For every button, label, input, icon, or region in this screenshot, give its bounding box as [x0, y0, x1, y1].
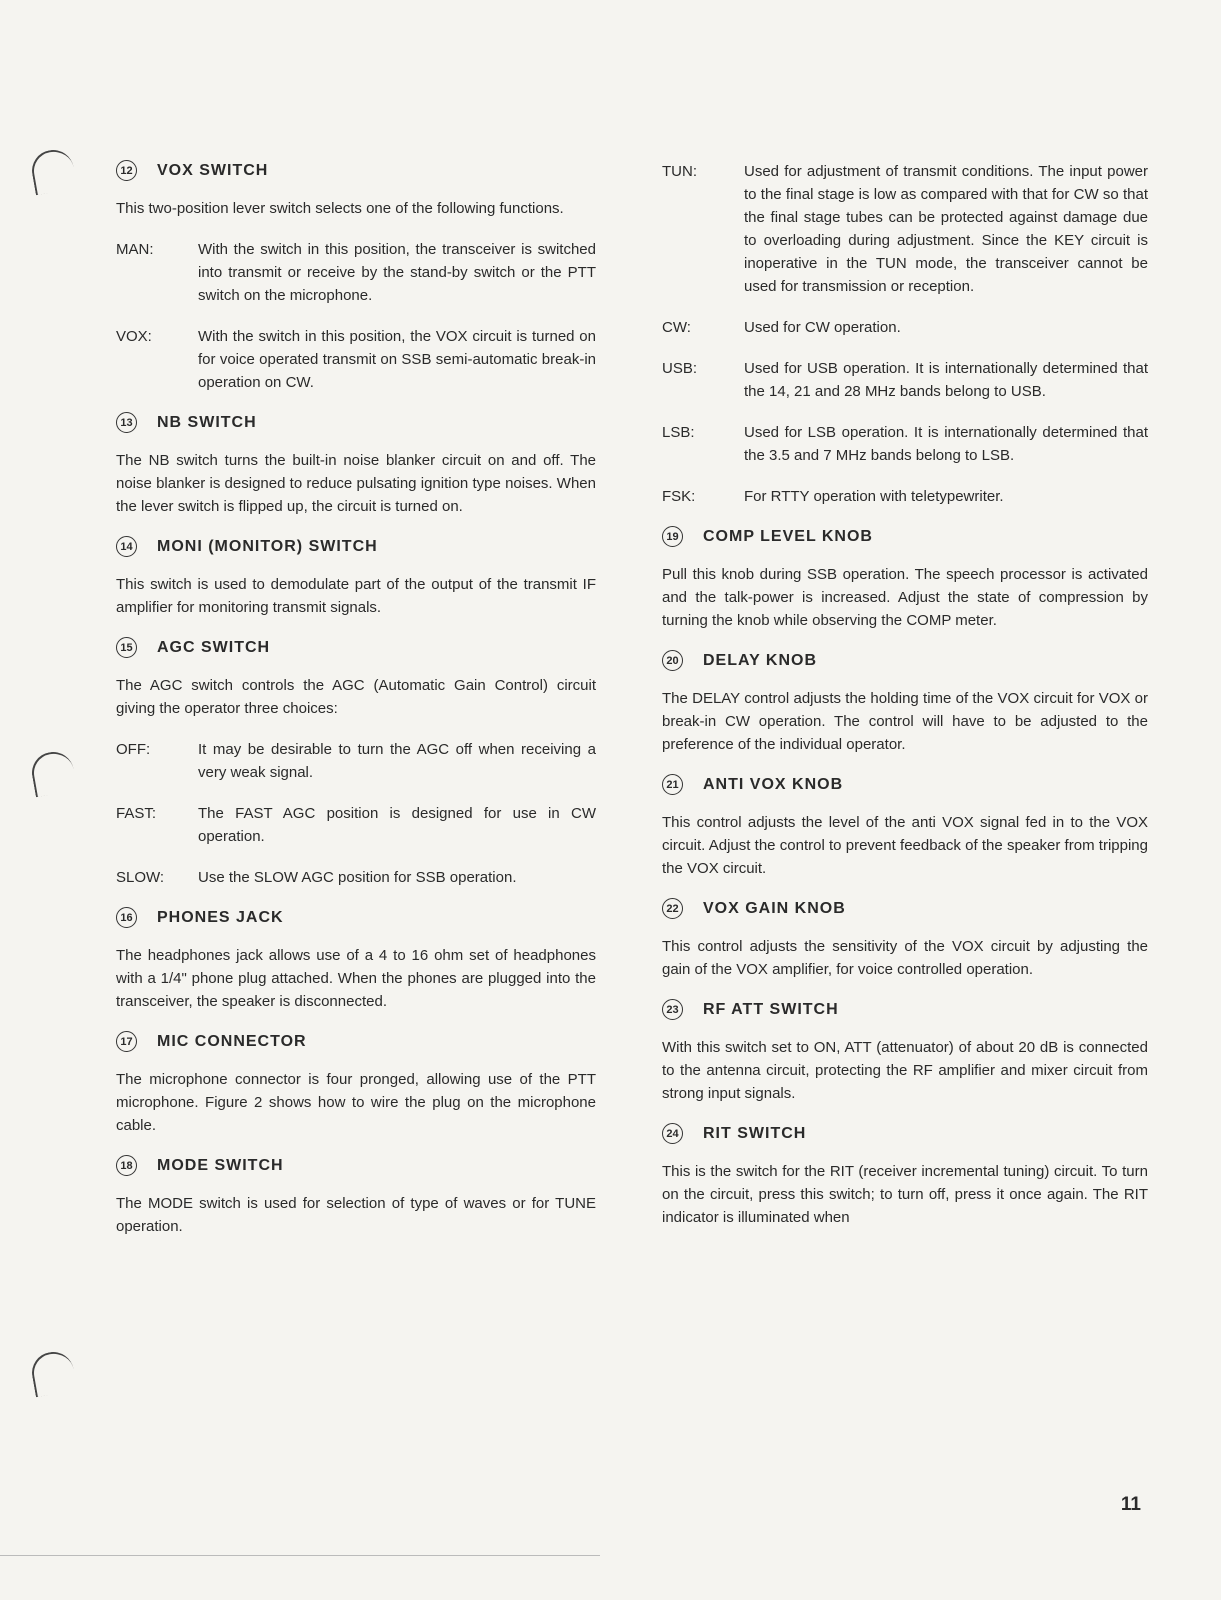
section-number: 13: [116, 412, 137, 433]
section-title: MIC CONNECTOR: [157, 1032, 307, 1050]
paragraph: The AGC switch controls the AGC (Automatic Gain Control) circuit giving the operator three choices:: [116, 677, 596, 717]
section: [662, 1123, 1148, 1229]
section-heading: [116, 412, 596, 433]
paragraph: The headphones jack allows use of a 4 to 16 ohm set of headphones with a 1/4" phone plug attached. When the phones are plugged into the transceiver, the speaker is disconnected.: [116, 947, 596, 1010]
definition-term: CW:: [662, 319, 691, 336]
section-heading: [116, 637, 596, 658]
definition-description: Use the SLOW AGC position for SSB operation.: [198, 869, 517, 886]
section-number: 19: [662, 526, 683, 547]
paragraph: This control adjusts the sensitivity of the VOX circuit by adjusting the gain of the VOX amplifier, for voice controlled operation.: [662, 938, 1148, 978]
definition-description: Used for CW operation.: [744, 319, 901, 336]
definition-description: It may be desirable to turn the AGC off when receiving a very weak signal.: [198, 741, 596, 781]
binder-hole-mark: [29, 147, 78, 196]
section-title: ANTI VOX KNOB: [703, 775, 844, 793]
section-title: VOX GAIN KNOB: [703, 899, 846, 917]
section-heading: [662, 898, 1148, 919]
definition-item: [116, 802, 596, 848]
definition-item: [116, 238, 596, 307]
definition-term: FAST:: [116, 805, 157, 822]
section: [662, 999, 1148, 1105]
paragraph: This switch is used to demodulate part of the output of the transmit IF amplifier for monitoring transmit signals.: [116, 576, 596, 616]
section-number: 24: [662, 1123, 683, 1144]
section: [662, 774, 1148, 880]
section-number: 14: [116, 536, 137, 557]
section-number: 12: [116, 160, 137, 181]
section-heading: [662, 774, 1148, 795]
section-number: 21: [662, 774, 683, 795]
section-title: MODE SWITCH: [157, 1156, 284, 1174]
section-heading: [662, 526, 1148, 547]
definition-item: [116, 325, 596, 394]
definition-item: [116, 866, 596, 889]
section-title: PHONES JACK: [157, 908, 284, 926]
paragraph: The DELAY control adjusts the holding time of the VOX circuit for VOX or break-in CW operation. The control will have to be adjusted to the preference of the individual operator.: [662, 690, 1148, 753]
section-number: 23: [662, 999, 683, 1020]
paragraph: With this switch set to ON, ATT (attenuator) of about 20 dB is connected to the antenna circuit, protecting the RF amplifier and mixer circuit from strong input signals.: [662, 1039, 1148, 1102]
binder-hole-mark: [29, 1349, 78, 1398]
section: [662, 898, 1148, 981]
section-number: 20: [662, 650, 683, 671]
section-heading: [116, 160, 596, 181]
paragraph: The MODE switch is used for selection of type of waves or for TUNE operation.: [116, 1195, 596, 1235]
section-number: 15: [116, 637, 137, 658]
definition-description: Used for LSB operation. It is internationally determined that the 3.5 and 7 MHz bands belong to LSB.: [744, 424, 1148, 464]
definition-item: [662, 357, 1148, 403]
section-heading: [662, 650, 1148, 671]
section-heading: [116, 1155, 596, 1176]
definition-item: [662, 316, 1148, 339]
definition-description: Used for USB operation. It is internationally determined that the 14, 21 and 28 MHz bands belong to USB.: [744, 360, 1148, 400]
definition-description: With the switch in this position, the VOX circuit is turned on for voice operated transmit on SSB semi-automatic break-in operation on CW.: [198, 328, 596, 391]
section: [662, 526, 1148, 632]
definition-term: USB:: [662, 360, 698, 377]
section: [116, 160, 596, 394]
section: [116, 907, 596, 1013]
definition-term: MAN:: [116, 241, 154, 258]
definition-description: The FAST AGC position is designed for use in CW operation.: [198, 805, 596, 845]
definition-item: [662, 485, 1148, 508]
definition-description: Used for adjustment of transmit conditions. The input power to the final stage is low as compared with that for CW so that the final stage tubes can be protected against damage due to overloading during adjustment. Since the KEY circuit is inoperative in the TUN mode, the transceiver cannot be used for transmission or reception.: [744, 163, 1148, 295]
section-heading: [116, 907, 596, 928]
section: [662, 160, 1148, 508]
paragraph: The microphone connector is four pronged, allowing use of the PTT microphone. Figure 2 shows how to wire the plug on the microphone cable.: [116, 1071, 596, 1134]
section: [116, 412, 596, 518]
section-title: MONI (MONITOR) SWITCH: [157, 537, 378, 555]
definition-item: [662, 160, 1148, 298]
paragraph: This control adjusts the level of the anti VOX signal fed in to the VOX circuit. Adjust the control to prevent feedback of the speaker from tripping the VOX circuit.: [662, 814, 1148, 877]
definition-term: FSK:: [662, 488, 696, 505]
definition-item: [116, 738, 596, 784]
paragraph: The NB switch turns the built-in noise blanker circuit on and off. The noise blanker is designed to reduce pulsating ignition type noises. When the lever switch is flipped up, the circuit is turned on.: [116, 452, 596, 515]
left-column: [116, 160, 596, 1256]
section: [116, 1031, 596, 1137]
definition-term: TUN:: [662, 163, 697, 180]
section-title: NB SWITCH: [157, 413, 257, 431]
definition-item: [662, 421, 1148, 467]
section: [116, 637, 596, 889]
section: [116, 536, 596, 619]
definition-term: SLOW:: [116, 869, 165, 886]
definition-term: OFF:: [116, 741, 151, 758]
section-heading: [116, 1031, 596, 1052]
section-number: 17: [116, 1031, 137, 1052]
section-title: AGC SWITCH: [157, 638, 271, 656]
right-column: [662, 160, 1148, 1247]
bottom-rule: [0, 1555, 600, 1556]
paragraph: This is the switch for the RIT (receiver incremental tuning) circuit. To turn on the circuit, press this switch; to turn off, press it once again. The RIT indicator is illuminated when: [662, 1163, 1148, 1226]
section-title: RIT SWITCH: [703, 1124, 807, 1142]
section-title: DELAY KNOB: [703, 651, 818, 669]
section-heading: [662, 999, 1148, 1020]
binder-hole-mark: [29, 749, 78, 798]
section-title: VOX SWITCH: [157, 161, 269, 179]
definition-term: VOX:: [116, 328, 152, 345]
section-number: 22: [662, 898, 683, 919]
paragraph: This two-position lever switch selects one of the following functions.: [116, 200, 564, 217]
section-heading: [662, 1123, 1148, 1144]
section-heading: [116, 536, 596, 557]
page-number: 11: [1120, 1494, 1141, 1515]
section: [662, 650, 1148, 756]
definition-term: LSB:: [662, 424, 695, 441]
paragraph: Pull this knob during SSB operation. The speech processor is activated and the talk-power is increased. Adjust the state of compression by turning the knob while observing the COMP meter.: [662, 566, 1148, 629]
definition-description: For RTTY operation with teletypewriter.: [744, 488, 1004, 505]
section-number: 18: [116, 1155, 137, 1176]
section: [116, 1155, 596, 1238]
section-title: RF ATT SWITCH: [703, 1000, 839, 1018]
definition-description: With the switch in this position, the transceiver is switched into transmit or receive by the stand-by switch or the PTT switch on the microphone.: [198, 241, 596, 304]
section-number: 16: [116, 907, 137, 928]
section-title: COMP LEVEL KNOB: [703, 527, 873, 545]
